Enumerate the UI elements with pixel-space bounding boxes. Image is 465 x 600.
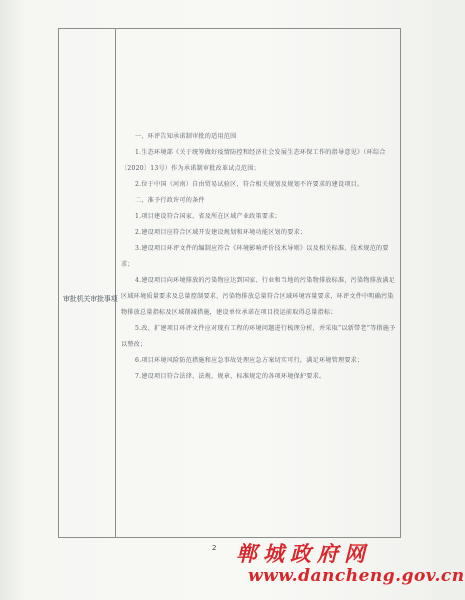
condition-item-5: 5.改、扩建项目环评文件应对现有工程的环境问题进行梳理分析，并采取“以新带老”等措施予以整改； [121, 325, 396, 348]
site-watermark-title: 郸城政府网 [236, 541, 371, 566]
scope-item-2: 2.位于中国（河南）自由贸易试验区，符合相关规划及规划不许要求的建设项目。 [135, 181, 364, 188]
section-heading-conditions: 二、准予行政许可的条件 [135, 197, 205, 204]
page-number: 2 [212, 544, 217, 552]
condition-item-3: 3.建设项目环评文件的编制应符合《环境影响评价技术导则》以及相关标准、技术规范的要求； [121, 245, 389, 268]
condition-item-6: 6.项目环境风险防范措施和应急事故处理应急方案切实可行，满足环境管理要求； [135, 357, 364, 364]
left-column-label: 审批机关审批事项 [63, 295, 118, 303]
condition-item-7: 7.建设项目符合法律、法规、规章、标准规定的各项环境保护要求。 [135, 373, 326, 380]
section-heading-scope: 一、环评告知承诺制审批的适用范围 [135, 133, 237, 140]
site-watermark-url: www.dancheng.gov.cn [248, 566, 465, 586]
condition-item-1: 1.项目建设符合国家、省及所在区域产业政策要求； [135, 213, 281, 220]
column-divider [115, 29, 116, 537]
condition-item-2: 2.建设项目应符合区域开发建设规划和环境功能区划的要求； [135, 229, 307, 236]
condition-item-4: 4.建设项目向环境排放的污染物应达到国家、行业和当地的污染物排放标准，污染物排放满足区域环境质量要求及总量控制要求，污染物排放总量符合区域环境容量要求，环评文件中明确污染物排放总量指标及区域削减措施，建设单位承诺在项目投运前取得总量指标； [121, 277, 396, 316]
approval-content [121, 129, 396, 385]
approval-table [58, 28, 401, 538]
scope-item-1: 1.生态环境部《关于统筹做好疫情防控和经济社会发展生态环保工作的指导意见》（环综合〔2020〕13号）作为承诺制审批改革试点范围； [121, 149, 386, 172]
